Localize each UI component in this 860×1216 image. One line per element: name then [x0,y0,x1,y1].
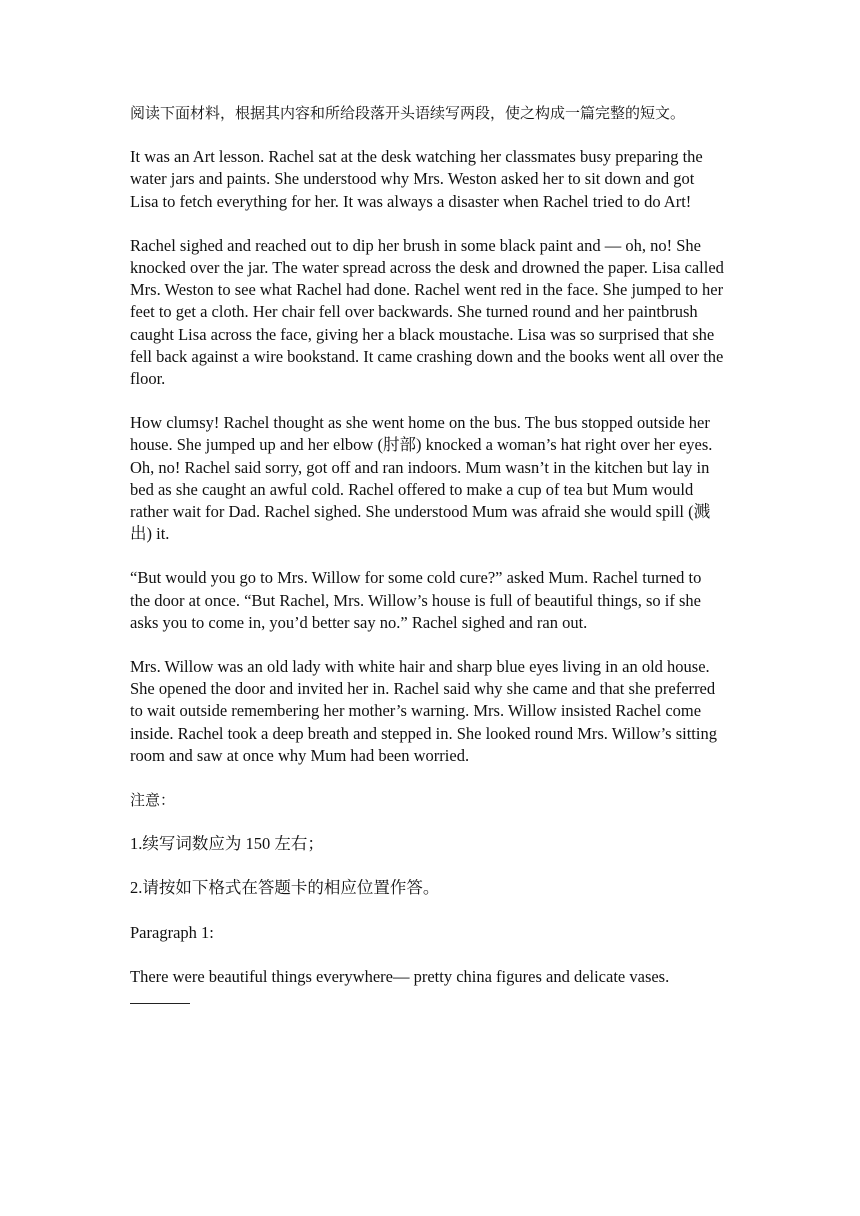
paragraph-1-label: Paragraph 1: [130,922,214,942]
story-paragraph-4: “But would you go to Mrs. Willow for some cold cure?” asked Mum. Rachel turned to the door at once. “But Rachel, Mrs. Willow’s house is full of beautiful things, so if she asks you to come in, you’d better say no.” Rachel sighed and ran out. [130,568,702,632]
paragraph-1-opening [130,966,730,1010]
notes-item-2: 2.请按如下格式在答题卡的相应位置作答。 [130,878,440,898]
answer-blank [130,989,190,1004]
task-instruction: 阅读下面材料，根据其内容和所给段落开头语续写两段，使之构成一篇完整的短文。 [130,104,686,122]
notes-item-1: 1.续写词数应为 150 左右； [130,834,324,854]
story-paragraph-3: How clumsy! Rachel thought as she went home on the bus. The bus stopped outside her house. She jumped up and her elbow (肘部) knocked a woman’s hat right over her eyes. Oh, no! Rachel said sorry, got off and ran indoors. Mum wasn’t in the kitchen but lay in bed as she caught an awful cold. Rachel offered to make a cup of tea but Mum would rather wait for Dad. Rachel sighed. She understood Mum was afraid she would spill (溅出) it. [130,413,713,544]
document-page [130,102,730,1010]
notes-heading: 注意： [130,791,176,810]
paragraph-1-opening-text: There were beautiful things everywhere— pretty china figures and delicate vases. [130,966,670,986]
story-paragraph-2: Rachel sighed and reached out to dip her brush in some black paint and — oh, no! She knocked over the jar. The water spread across the desk and drowned the paper. Lisa called Mrs. Weston to see what Rachel had done. Rachel went red in the face. She jumped to her feet to get a cloth. Her chair fell over backwards. She turned round and her paintbrush caught Lisa across the face, giving her a black moustache. Lisa was so surprised that she fell back against a wire bookstand. It came crashing down and the books went all over the floor. [130,235,724,389]
story-paragraph-1: It was an Art lesson. Rachel sat at the desk watching her classmates busy preparing the water jars and paints. She understood why Mrs. Weston asked her to sit down and got Lisa to fetch everything for her. It was always a disaster when Rachel tried to do Art! [130,147,703,211]
story-paragraph-5: Mrs. Willow was an old lady with white hair and sharp blue eyes living in an old house. She opened the door and invited her in. Rachel said why she came and that she preferred to wait outside remembering her mother’s warning. Mrs. Willow insisted Rachel come inside. Rachel took a deep breath and stepped in. She looked round Mrs. Willow’s sitting room and saw at once why Mum had been worried. [130,657,717,765]
